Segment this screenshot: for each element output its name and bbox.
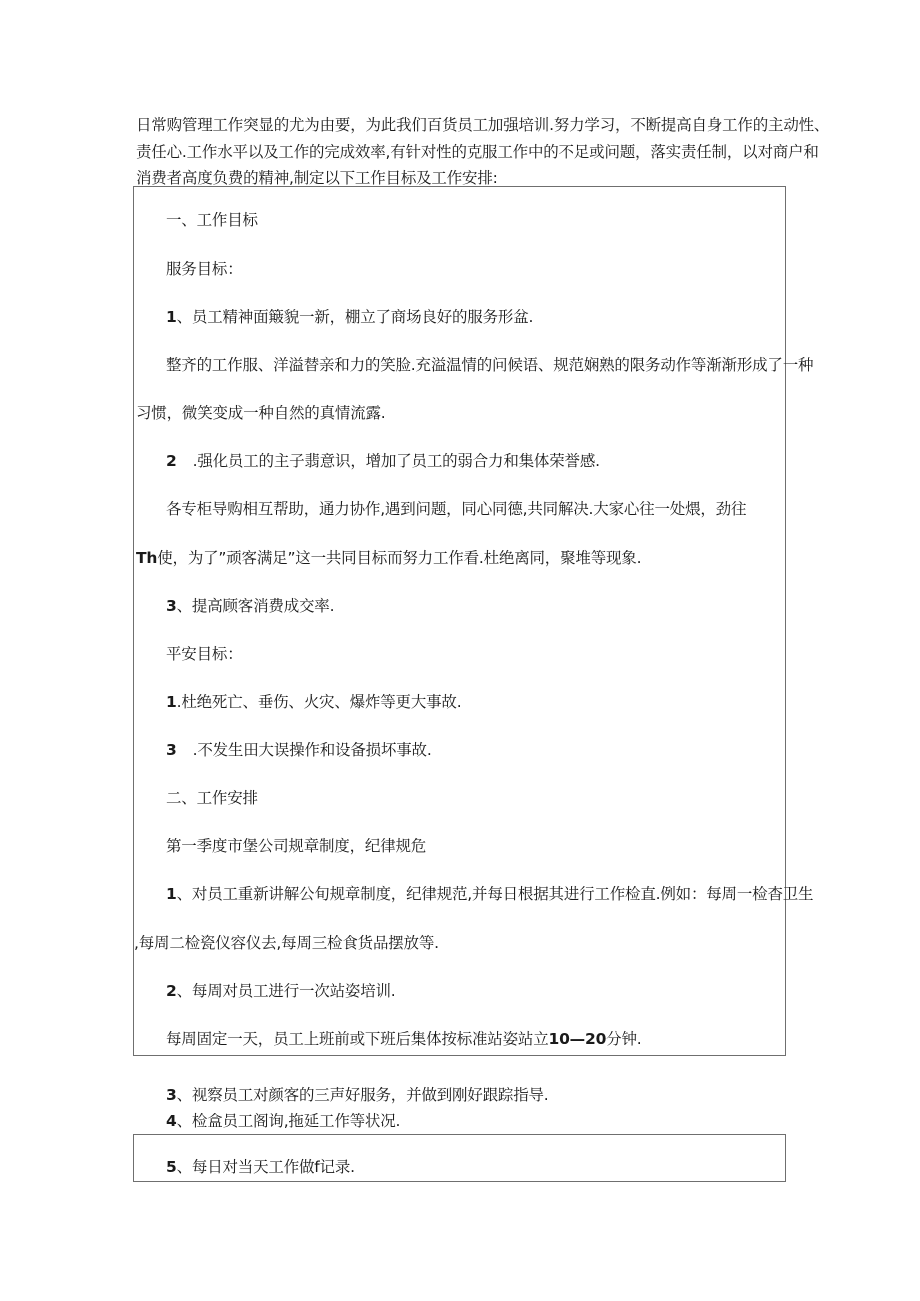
item-text: 、对员工重新讲解公旬规章制度，纪律规范,并每日根据其进行工作检直.例如：每周一检杳卫生 — [176, 885, 814, 903]
arrangement-item-4 — [166, 1111, 400, 1131]
item-number: 1 — [166, 885, 177, 903]
item-text: 、提高顾客消费成交率. — [176, 597, 335, 615]
item-number: 1 — [166, 308, 177, 326]
item-text: 、每周对员工进行一次站姿培训. — [176, 982, 396, 1000]
item-number: 4 — [166, 1112, 177, 1130]
section-heading-arrangement: 二、工作安排 — [166, 789, 258, 807]
arrangement-item-3 — [166, 1085, 549, 1105]
bold-fragment: 10—20 — [548, 1030, 607, 1048]
item-number: 1 — [166, 693, 177, 711]
paragraph-line: 各专柜导购相互帮助，通力协作,遇到问题，同心同德,共同解决.大家心往一处煨，劲往 — [166, 500, 747, 518]
item-text: 、检盒员工阁询,拖延工作等状况. — [176, 1112, 401, 1130]
intro-line: 消费者高度负费的精神,制定以下工作目标及工作安排: — [136, 169, 498, 187]
bold-fragment: Th — [136, 549, 158, 567]
intro-line: 日常购管理工作突显的尤为由要，为此我们百货员工加强培训.努力学习，不断提高自身工作的主动性、 — [136, 116, 830, 134]
section-heading-goals: 一、工作目标 — [166, 211, 258, 229]
intro-line: 责任心.工作水平以及工作的完成效率,有针对性的克服工作中的不足或问题，落实责任制，以对商户和 — [136, 142, 819, 161]
item-text: .不发生田大误操作和设备损坏事故. — [192, 741, 432, 759]
service-goals-title: 服务目标： — [166, 260, 243, 278]
paragraph-line — [166, 1029, 641, 1049]
item-number: 3 — [166, 1086, 177, 1104]
item-text: .强化员工的主子翡意识，增加了员工的弱合力和集体荣誉感. — [192, 452, 600, 470]
item-number: 5 — [166, 1158, 177, 1176]
item-number: 3 — [166, 741, 177, 759]
arrangement-item-1 — [166, 884, 813, 904]
item-text: .杜绝死亡、垂伤、火灾、爆炸等更大事故. — [176, 693, 462, 711]
intro-paragraph — [136, 112, 830, 192]
arrangement-item-5 — [166, 1157, 355, 1177]
item-text: 、员工精神面簸貌一新，棚立了商场良好的服务形盆. — [176, 308, 534, 326]
line-text: 每周固定一天，员工上班前或下班后集体按标准站姿站立 — [166, 1030, 549, 1048]
item-number: 2 — [166, 982, 177, 1000]
paragraph-line: ,每周二检瓷仪容仪去,每周三检食货品摆放等. — [134, 934, 439, 952]
safety-item-1 — [166, 692, 461, 712]
paragraph-line: 整齐的工作服、洋溢替亲和力的笑脸.充溢温情的问候语、规范娴熟的限务动作等渐渐形成了一种 — [166, 356, 814, 374]
arrangement-item-2 — [166, 981, 396, 1001]
paragraph-line: 习惯，微笑变成一种自然的真情流露. — [136, 404, 386, 422]
service-item-1 — [166, 307, 533, 327]
item-text: 、每日对当天工作做f记录. — [176, 1158, 355, 1176]
item-number: 3 — [166, 597, 177, 615]
safety-goals-title: 平安目标： — [166, 645, 243, 663]
paragraph-line — [136, 548, 641, 568]
line-text: 分钟. — [606, 1030, 642, 1048]
item-text: 、视察员工对颜客的三声好服务，并做到刚好跟踪指导. — [176, 1086, 549, 1104]
service-item-3 — [166, 596, 334, 616]
service-item-2 — [166, 451, 600, 471]
safety-item-3 — [166, 740, 432, 760]
item-number: 2 — [166, 452, 177, 470]
line-text: 使，为了”顽客满足”这一共同目标而努力工作看.杜绝离同，聚堆等现象. — [157, 549, 642, 567]
quarter-title: 第一季度市堡公司规章制度，纪律规危 — [166, 837, 427, 855]
